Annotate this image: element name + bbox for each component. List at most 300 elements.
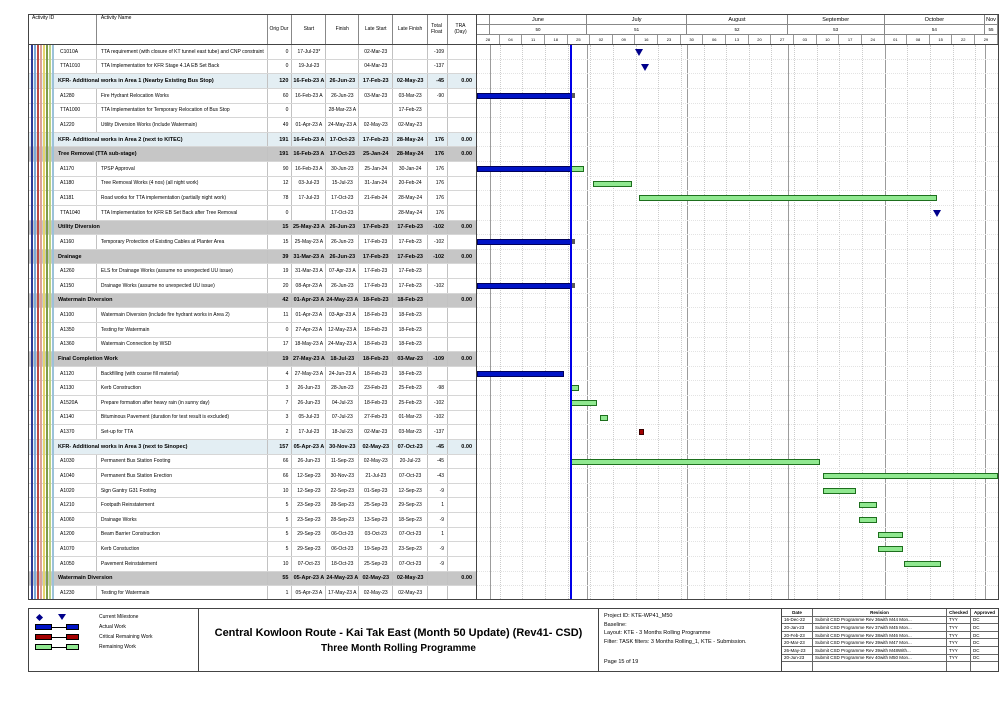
total-float-cell: -90 [428, 89, 448, 103]
timeline-month-number-cell [477, 25, 490, 34]
total-float-cell: 176 [428, 147, 448, 161]
finish-cell: 07-Apr-23 A [326, 264, 359, 278]
tra-cell [448, 89, 476, 103]
finish-cell: 28-Mar-23 A [326, 104, 359, 118]
activity-name-cell: Road works for TTA implementation (partially night work) [97, 191, 269, 205]
late-finish-cell: 17-Feb-23 [393, 264, 428, 278]
table-header [29, 15, 476, 45]
start-cell: 18-May-23 A [292, 338, 326, 352]
orig-dur-cell: 10 [268, 557, 292, 571]
timeline-month-number-cell: 55 [985, 25, 998, 34]
start-cell: 16-Feb-23 A [292, 147, 326, 161]
timeline-month-cell: August [687, 15, 787, 24]
tra-cell [448, 191, 476, 205]
activity-id-cell: A1120 [29, 367, 97, 381]
late-finish-cell: 28-May-24 [393, 206, 428, 220]
group-label-cell: Final Completion Work [29, 352, 268, 366]
gantt-row [477, 381, 998, 396]
late-start-cell: 03-Oct-23 [359, 528, 393, 542]
gantt-bar-remaining [823, 488, 855, 494]
gantt-row [477, 352, 998, 367]
group-label-cell: Watermain Diversion [29, 294, 268, 308]
milestone-icon [933, 210, 941, 217]
tra-cell: 0.00 [461, 136, 473, 143]
late-finish-cell: 17-Feb-23 [393, 221, 428, 235]
activity-id-cell: A1230 [29, 586, 97, 599]
revision-checked-cell: TYY [947, 647, 971, 654]
orig-dur-cell: 5 [268, 542, 292, 556]
activity-name-cell: Testing for Watermain [97, 586, 269, 599]
tra-cell: 0.00 [461, 575, 473, 582]
table-row [29, 352, 476, 367]
timeline-month-cell: October [885, 15, 985, 24]
late-start-cell: 21-Feb-24 [359, 191, 393, 205]
total-float-cell [428, 338, 448, 352]
orig-dur-cell: 10 [268, 484, 292, 498]
table-row [29, 221, 476, 236]
gantt-bar-remaining [878, 546, 902, 552]
table-row [29, 250, 476, 265]
gantt-bar-remaining [859, 517, 877, 523]
revision-approved-cell: DC [973, 640, 980, 646]
gantt-bar-actual [477, 166, 571, 172]
activity-id-cell: A1210 [29, 498, 97, 512]
start-cell: 19-Jul-23 [292, 60, 326, 74]
tra-cell [448, 338, 476, 352]
timeline-months [477, 15, 998, 25]
timeline-week-cell: 09 [613, 35, 636, 44]
finish-cell: 17-Oct-23 [326, 147, 359, 161]
column-header-start: Start [292, 15, 326, 44]
finish-cell: 17-May-23 A [326, 586, 359, 599]
gantt-bar-remaining [823, 473, 998, 479]
tra-cell: 0.00 [461, 151, 473, 158]
late-start-cell: 17-Feb-23 [359, 221, 393, 235]
tra-cell [448, 542, 476, 556]
gantt-row [477, 45, 998, 60]
start-cell: 31-Mar-23 A [292, 250, 326, 264]
total-float-cell: -109 [428, 352, 448, 366]
late-finish-cell [393, 45, 428, 59]
revision-col-date: Date [782, 609, 813, 616]
finish-cell: 28-Sep-23 [326, 498, 359, 512]
start-cell: 17-Jul-23 [292, 425, 326, 439]
total-float-cell: -137 [428, 60, 448, 74]
late-start-cell: 18-Feb-23 [359, 352, 393, 366]
activity-name-cell: Beam Barrier Construction [97, 528, 269, 542]
table-row [29, 279, 476, 294]
total-float-cell [428, 308, 448, 322]
start-cell: 29-Sep-23 [292, 528, 326, 542]
revision-approved-cell: DC [973, 647, 980, 653]
start-cell: 01-Apr-23 A [292, 308, 326, 322]
start-cell: 17-Jul-23 [292, 191, 326, 205]
total-float-cell: 1 [428, 498, 448, 512]
revision-approved-cell: DC [973, 632, 980, 638]
gantt-bar-tick [572, 239, 575, 244]
late-start-cell: 17-Feb-23 [359, 250, 393, 264]
activity-name-cell: Footpath Reinstatement [97, 498, 269, 512]
gantt-row [477, 572, 998, 587]
tra-cell: 0.00 [461, 297, 473, 304]
tra-cell [448, 469, 476, 483]
revision-row [782, 624, 998, 632]
table-row [29, 191, 476, 206]
start-cell [292, 206, 326, 220]
timeline-week-cell: 08 [907, 35, 930, 44]
tra-cell [448, 455, 476, 469]
activity-id-cell: A1350 [29, 323, 97, 337]
finish-cell: 15-Jul-23 [326, 177, 359, 191]
tra-cell: 0.00 [461, 443, 473, 450]
table-row [29, 235, 476, 250]
gantt-bar-remaining [571, 459, 820, 465]
late-finish-cell: 12-Sep-23 [393, 484, 428, 498]
table-row [29, 411, 476, 426]
revision-row [782, 647, 998, 655]
late-start-cell: 02-May-23 [359, 572, 393, 586]
total-float-cell [428, 367, 448, 381]
orig-dur-cell: 66 [268, 455, 292, 469]
orig-dur-cell: 15 [268, 235, 292, 249]
tra-cell [448, 177, 476, 191]
total-float-cell: -102 [428, 250, 448, 264]
late-finish-cell: 30-Jan-24 [393, 162, 428, 176]
activity-id-cell: A1050 [29, 557, 97, 571]
table-row [29, 45, 476, 60]
late-start-cell: 17-Feb-23 [359, 235, 393, 249]
total-float-cell: -102 [428, 221, 448, 235]
start-cell: 29-Sep-23 [292, 542, 326, 556]
late-start-cell: 17-Feb-23 [359, 133, 393, 147]
activity-name-cell: TPSP Approval [97, 162, 269, 176]
tra-cell [448, 60, 476, 74]
late-start-cell: 04-Mar-23 [359, 60, 393, 74]
late-start-cell: 02-May-23 [359, 455, 393, 469]
orig-dur-cell: 42 [268, 294, 292, 308]
start-cell: 05-Jul-23 [292, 411, 326, 425]
late-start-cell: 01-Sep-23 [359, 484, 393, 498]
start-cell: 16-Feb-23 A [292, 133, 326, 147]
timeline-week-cell: 17 [839, 35, 862, 44]
late-start-cell: 17-Feb-23 [359, 264, 393, 278]
column-header-orig-dur: Orig Dur [268, 15, 292, 44]
start-cell: 03-Jul-23 [292, 177, 326, 191]
late-start-cell: 18-Feb-23 [359, 338, 393, 352]
late-finish-cell: 07-Oct-23 [393, 469, 428, 483]
table-row [29, 308, 476, 323]
table-row [29, 74, 476, 89]
gantt-row [477, 469, 998, 484]
finish-cell: 04-Jul-23 [326, 396, 359, 410]
total-float-cell: 176 [428, 177, 448, 191]
table-row [29, 177, 476, 192]
milestone-icon [641, 64, 649, 71]
orig-dur-cell: 19 [268, 264, 292, 278]
tra-cell [448, 381, 476, 395]
late-finish-cell: 17-Feb-23 [393, 279, 428, 293]
activity-id-cell: A1360 [29, 338, 97, 352]
gantt-bar-actual [477, 239, 571, 245]
late-start-cell: 19-Sep-23 [359, 542, 393, 556]
orig-dur-cell: 20 [268, 279, 292, 293]
gantt-row [477, 513, 998, 528]
late-start-cell: 25-Jan-24 [359, 162, 393, 176]
activity-name-cell: TTA Implementation for KFR EB Set Back after Tree Removal [97, 206, 269, 220]
late-finish-cell: 28-May-24 [393, 147, 428, 161]
total-float-cell: 1 [428, 528, 448, 542]
activity-name-cell: Drainage Works [97, 513, 269, 527]
orig-dur-cell: 7 [268, 396, 292, 410]
timeline-month-number-cell: 50 [490, 25, 587, 34]
tra-cell [448, 104, 476, 118]
gantt-row [477, 542, 998, 557]
late-start-cell: 18-Feb-23 [359, 367, 393, 381]
legend-label: Critical Remaining Work [99, 634, 153, 640]
revision-col-approved: Approved [973, 609, 995, 615]
late-start-cell: 02-Mar-23 [359, 45, 393, 59]
table-row [29, 264, 476, 279]
late-finish-cell: 29-Sep-23 [393, 498, 428, 512]
table-row [29, 586, 476, 599]
revision-approved-cell: DC [973, 617, 980, 623]
total-float-cell [428, 104, 448, 118]
timeline-week-cell: 25 [568, 35, 591, 44]
gantt-bar-tick [572, 283, 575, 288]
group-label-cell: KFR- Additional works in Area 1 (Nearby Existing Bus Stop) [29, 74, 268, 88]
table-row [29, 104, 476, 119]
start-cell: 27-May-23 A [292, 367, 326, 381]
activity-name-cell: ELS for Drainage Works (assume no unexpected UU issue) [97, 264, 269, 278]
start-cell: 07-Oct-23 [292, 557, 326, 571]
tra-cell [448, 206, 476, 220]
tra-cell [448, 235, 476, 249]
gantt-bar-remaining [593, 181, 632, 187]
activity-name-cell: TTA Implementation for KFR Stage 4.1A EB Set Back [97, 60, 269, 74]
late-start-cell: 25-Jan-24 [359, 147, 393, 161]
table-row [29, 133, 476, 148]
timeline-week-cell: 06 [703, 35, 726, 44]
legend-label: Actual Work [99, 624, 126, 630]
gantt-row [477, 367, 998, 382]
filter-name: Filter: TASK filters: 3 Months Rolling_1, KTE - Submission. [604, 638, 747, 645]
revision-text-cell: Submit CSD Programme Rev 39with M47 Mon... [813, 639, 947, 646]
timeline-month-cell: Nov [985, 15, 998, 24]
group-label-cell: Drainage [29, 250, 268, 264]
activity-id-cell: A1180 [29, 177, 97, 191]
revision-empty-row [782, 662, 998, 671]
column-header-finish: Finish [326, 15, 359, 44]
revision-table [782, 609, 998, 671]
gantt-bar-remaining [571, 400, 597, 406]
page-subtitle: Three Month Rolling Programme [320, 642, 476, 654]
gantt-row [477, 133, 998, 148]
activity-id-cell: TTA1040 [29, 206, 97, 220]
gantt-bar-remaining [878, 532, 902, 538]
schedule-sheet [28, 14, 999, 674]
activity-name-cell: Set-up for TTA [97, 425, 269, 439]
late-finish-cell: 03-Mar-23 [393, 425, 428, 439]
timeline-week-cell: 02 [590, 35, 613, 44]
gantt-row [477, 440, 998, 455]
activity-id-cell: A1520A [29, 396, 97, 410]
table-row [29, 381, 476, 396]
activity-name-cell: Drainage Works (assume no unexpected UU issue) [97, 279, 269, 293]
table-row [29, 528, 476, 543]
timeline-month-number-cell: 52 [687, 25, 787, 34]
finish-cell: 24-May-23 A [326, 118, 359, 132]
activity-table [29, 15, 477, 599]
activity-id-cell: C1010A [29, 45, 97, 59]
timeline-week-cell: 23 [658, 35, 681, 44]
timeline-week-cell: 29 [975, 35, 998, 44]
activity-id-cell: A1160 [29, 235, 97, 249]
current-milestone-icon [35, 614, 93, 620]
late-start-cell: 25-Sep-23 [359, 557, 393, 571]
timeline-week-cell: 24 [862, 35, 885, 44]
finish-cell: 30-Jun-23 [326, 162, 359, 176]
timeline-week-cell: 01 [885, 35, 908, 44]
project-info [599, 609, 782, 671]
tra-cell: 0.00 [461, 355, 473, 362]
total-float-cell: 176 [428, 206, 448, 220]
column-header-total-float: Total Float [428, 15, 448, 44]
finish-cell [326, 45, 359, 59]
gantt-row [477, 557, 998, 572]
group-label-cell: Tree Removal (TTA sub-stage) [29, 147, 268, 161]
activity-id-cell: A1181 [29, 191, 97, 205]
revision-date-cell: 16-Dec-22 [782, 617, 813, 624]
orig-dur-cell: 39 [268, 250, 292, 264]
revision-checked-cell: TYY [947, 624, 971, 631]
start-cell: 12-Sep-23 [292, 469, 326, 483]
gantt-row [477, 425, 998, 440]
orig-dur-cell: 3 [268, 381, 292, 395]
table-row [29, 206, 476, 221]
activity-id-cell: A1060 [29, 513, 97, 527]
tra-cell [448, 308, 476, 322]
gantt-bar-remaining [600, 415, 608, 421]
finish-cell: 17-Oct-23 [326, 133, 359, 147]
late-start-cell: 18-Feb-23 [359, 396, 393, 410]
timeline-month-cell: September [788, 15, 885, 24]
timeline-header [477, 15, 998, 45]
tra-cell [448, 586, 476, 599]
activity-id-cell: A1070 [29, 542, 97, 556]
start-cell: 05-Apr-23 A [292, 440, 326, 454]
column-header-late-finish: Late Finish [393, 15, 428, 44]
revision-col-revision: Revision [813, 609, 947, 616]
late-start-cell: 02-May-23 [359, 118, 393, 132]
late-start-cell: 18-Feb-23 [359, 294, 393, 308]
revision-date-cell: 20-Feb-23 [782, 632, 813, 639]
total-float-cell: -102 [428, 396, 448, 410]
start-cell: 12-Sep-23 [292, 484, 326, 498]
revision-checked-cell: TYY [947, 655, 971, 662]
orig-dur-cell: 19 [268, 352, 292, 366]
finish-cell: 30-Nov-23 [326, 469, 359, 483]
finish-cell: 18-Oct-23 [326, 557, 359, 571]
tra-cell [448, 498, 476, 512]
table-row [29, 162, 476, 177]
total-float-cell: -9 [428, 484, 448, 498]
timeline-month-number-cell: 51 [587, 25, 687, 34]
gantt-bar-actual [477, 93, 571, 99]
actual-work-bar-icon [35, 624, 93, 630]
late-finish-cell: 17-Feb-23 [393, 104, 428, 118]
orig-dur-cell: 5 [268, 498, 292, 512]
column-header-late-start: Late Start [359, 15, 393, 44]
orig-dur-cell: 0 [268, 323, 292, 337]
project-id: Project ID: KTE-WP41_M50 [604, 613, 673, 619]
gantt-row [477, 177, 998, 192]
late-finish-cell: 18-Sep-23 [393, 513, 428, 527]
finish-cell: 24-May-23 A [326, 294, 359, 308]
timeline-week-cell: 04 [500, 35, 523, 44]
activity-name-cell: Bituminous Pavement (duration for test result is excluded) [97, 411, 269, 425]
tra-cell: 0.00 [461, 253, 473, 260]
orig-dur-cell: 0 [268, 45, 292, 59]
start-cell: 26-Jun-23 [292, 381, 326, 395]
revision-row [782, 655, 998, 663]
finish-cell: 06-Oct-23 [326, 528, 359, 542]
orig-dur-cell: 12 [268, 177, 292, 191]
late-finish-cell: 18-Feb-23 [393, 308, 428, 322]
late-finish-cell: 03-Mar-23 [393, 352, 428, 366]
activity-id-cell: A1200 [29, 528, 97, 542]
table-row [29, 147, 476, 162]
revision-approved-cell: DC [973, 655, 980, 661]
timeline-week-cell: 15 [930, 35, 953, 44]
total-float-cell: 176 [428, 191, 448, 205]
milestone-icon [635, 49, 643, 56]
legend-item-critical-remaining-work [35, 634, 192, 640]
tra-cell [448, 367, 476, 381]
activity-name-cell: Watermain Diversion (include fire hydrant works in Area 2) [97, 308, 269, 322]
late-start-cell: 25-Sep-23 [359, 498, 393, 512]
table-row [29, 323, 476, 338]
activity-id-cell: A1170 [29, 162, 97, 176]
total-float-cell: -9 [428, 542, 448, 556]
tra-cell [448, 118, 476, 132]
start-cell [292, 104, 326, 118]
start-cell: 01-Apr-23 A [292, 118, 326, 132]
revision-row [782, 639, 998, 647]
start-cell: 26-Jun-23 [292, 396, 326, 410]
activity-name-cell: Backfilling (with coarse fill material) [97, 367, 269, 381]
revision-date-cell: 26-May-23 [782, 647, 813, 654]
finish-cell: 26-Jun-23 [326, 235, 359, 249]
late-finish-cell: 18-Feb-23 [393, 367, 428, 381]
start-cell: 27-Apr-23 A [292, 323, 326, 337]
activity-name-cell: Pavement Reinstatement [97, 557, 269, 571]
layout-name: Layout: KTE - 3 Months Rolling Programme [604, 630, 711, 636]
activity-id-cell: A1280 [29, 89, 97, 103]
timeline-weeks [477, 35, 998, 44]
total-float-cell: 176 [428, 133, 448, 147]
table-row [29, 367, 476, 382]
tra-cell [448, 557, 476, 571]
orig-dur-cell: 0 [268, 206, 292, 220]
finish-cell: 26-Jun-23 [326, 221, 359, 235]
table-row [29, 557, 476, 572]
revision-checked-cell: TYY [947, 632, 971, 639]
gantt-row [477, 586, 998, 599]
late-finish-cell: 23-Sep-23 [393, 542, 428, 556]
timeline-week-cell: 27 [771, 35, 794, 44]
late-finish-cell [393, 60, 428, 74]
finish-cell: 07-Jul-23 [326, 411, 359, 425]
